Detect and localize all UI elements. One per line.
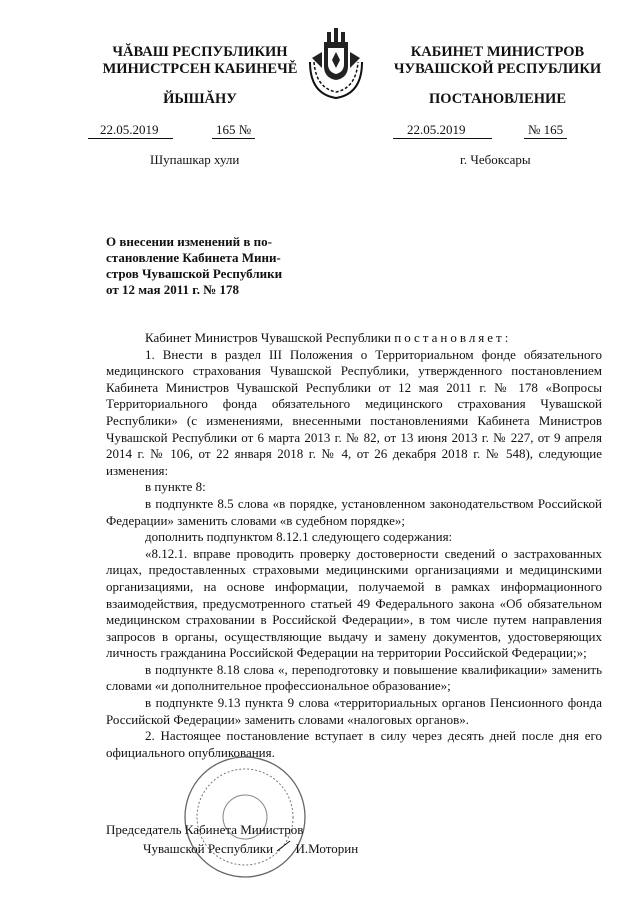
left-date-value: 22.05.2019 (88, 122, 173, 139)
body-preamble-lead: Кабинет Министров Чувашской Республики (145, 330, 391, 345)
emblem-icon (300, 22, 372, 102)
body-subpoint-8-18: в подпункте 8.18 слова «, переподготовку и повышение квалификации» заменить словами «и дополнительное профессиональное образование»; (106, 661, 602, 694)
body-point-8: в пункте 8: (145, 479, 206, 495)
body-text-8-12-1: «8.12.1. вправе проводить проверку достоверности сведений о застрахованных лицах, предоставленных страховыми медицинскими организациями и медицинскими организациями, на основе информации, получаемой в рамках информационного взаимодействия, предусмотренного статьей 49 Федерального закона «Об обязательном медицинском страховании в Российской Федерации», в том числе путем направления запросов в органы, осуществляющие выдачу и замену документов, удостоверяющих личность гражданина Российской Федерации на территории Российской Федерации;»; (106, 545, 602, 661)
left-number-value: 165 № (212, 122, 255, 139)
signature-block (106, 820, 426, 858)
body-add-8-12-1: дополнить подпунктом 8.12.1 следующего содержания: (145, 529, 453, 545)
document-subject (106, 234, 316, 298)
signatory-name: И.Моторин (295, 841, 359, 856)
header-right-line2: ЧУВАШСКОЙ РЕСПУБЛИКИ (393, 61, 602, 77)
body-preamble-decree: постановляет: (394, 330, 512, 345)
signature-title-line1: Председатель Кабинета Министров (106, 822, 304, 837)
header-left-line2: МИНИСТРСЕН КАБИНЕЧĚ (102, 61, 298, 77)
signature-title-line2 (106, 839, 426, 858)
header-right-org (380, 44, 615, 78)
header-left-line1: ЧĂВАШ РЕСПУБЛИКИН (112, 44, 288, 60)
right-number-value: № 165 (524, 122, 567, 139)
subject-line2: становление Кабинета Мини- (106, 250, 281, 265)
left-date (88, 122, 173, 138)
header-right-line1: КАБИНЕТ МИНИСТРОВ (410, 44, 585, 60)
header-right-doc-type: ПОСТАНОВЛЕНИЕ (428, 91, 566, 107)
body-preamble (106, 330, 602, 347)
subject-line3: стров Чувашской Республики (106, 266, 283, 281)
body-subpoint-9-13: в подпункте 9.13 пункта 9 слова «территориальных органов Пенсионного фонда Российской Федерации» заменить словами «налоговых органов». (106, 695, 602, 727)
body-subpoint-8-5: в подпункте 8.5 слова «в порядке, установленном законодательством Российской Федерации» заменить словами «в судебном порядке»; (106, 495, 602, 528)
document-body (106, 330, 602, 761)
left-city: Шупашкар хули (150, 152, 240, 167)
header-left-org (95, 44, 305, 78)
right-number (524, 122, 567, 138)
body-item-1: 1. Внести в раздел III Положения о Территориальном фонде обязательного медицинского страхования Чувашской Республики, утвержденного постановлением Кабинета Министров Чувашской Республики от 12 мая 2011 г. № 178 «Вопросы Территориального фонда обязательного медицинского страхования Чувашской Республики» (с изменениями, внесенными постановлениями Кабинета Министров Чувашской Республики от 6 марта 2013 г. № 82, от 13 июня 2013 г. № 227, от 9 апреля 2014 г. № 106, от 22 января 2018 г. № 4, от 26 декабря 2018 г. № 548), следующие изменения: (106, 346, 602, 478)
body-item-2: 2. Настоящее постановление вступает в силу через десять дней после дня его официального опубликования. (106, 728, 602, 760)
right-date-value: 22.05.2019 (393, 122, 492, 139)
signature-mark-icon (276, 839, 292, 858)
header-left-doc-type: ЙЫШĂНУ (163, 91, 237, 107)
left-number (212, 122, 255, 138)
subject-line1: О внесении изменений в по- (106, 234, 272, 249)
right-city: г. Чебоксары (460, 152, 531, 167)
signature-title-line2-text: Чувашской Республики (143, 841, 274, 856)
right-date (393, 122, 492, 138)
subject-line4: от 12 мая 2011 г. № 178 (106, 282, 240, 297)
official-seal-icon (180, 752, 310, 882)
